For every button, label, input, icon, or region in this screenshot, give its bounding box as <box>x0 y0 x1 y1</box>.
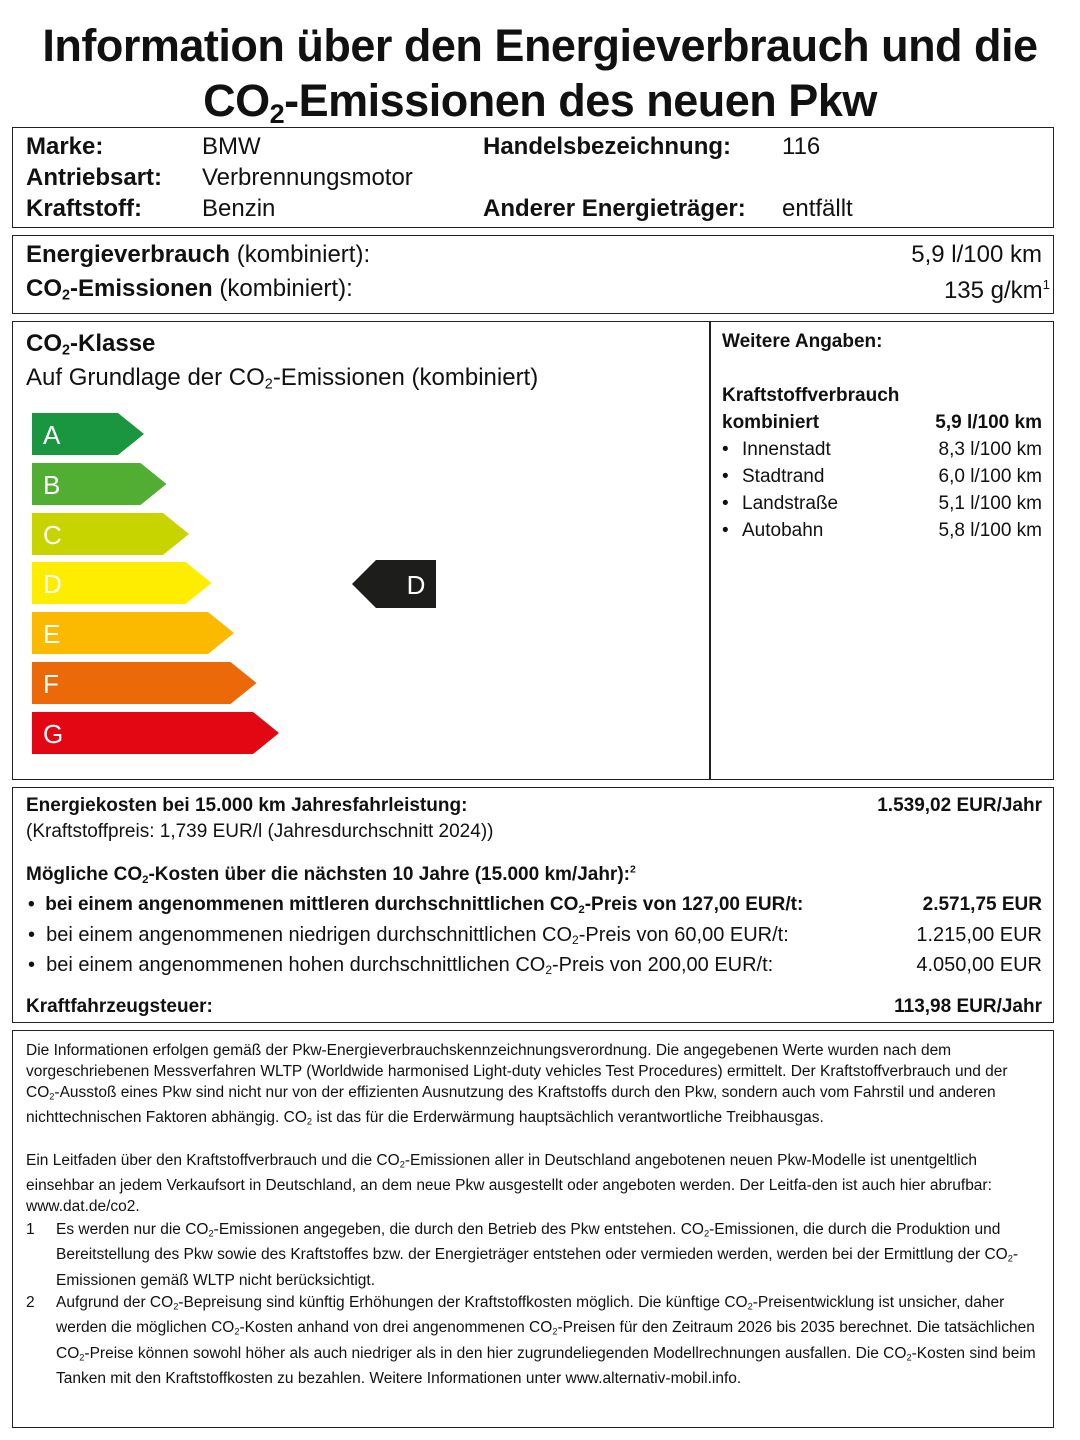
class-arrow-d <box>32 562 212 604</box>
class-arrow-b <box>32 463 167 505</box>
co2-scenario-label: • bei einem angenommenen hohen durchschnittlichen $CO_2$-Preis von 200,00 EUR/t: <box>28 954 774 977</box>
bullet-icon: • <box>722 439 729 460</box>
energy-consumption-value: 5,9 l/100 km <box>911 241 1042 268</box>
anderer-label: Anderer Energieträger: <box>483 195 746 222</box>
page-title <box>0 18 1080 142</box>
class-letter-g: G <box>43 718 64 749</box>
handel-label: Handelsbezeichnung: <box>483 133 732 160</box>
details-heading: Weitere Angaben: <box>722 331 883 352</box>
energy-costs-label: Energiekosten bei 15.000 km Jahresfahrleistung: <box>26 795 468 816</box>
detail-item-value: 6,0 l/100 km <box>938 466 1042 487</box>
detail-item-label: Stadtrand <box>742 466 825 487</box>
footnote-1-text: Es werden nur die $CO_2$-Emissionen angegeben, die durch den Betrieb des Pkw entstehen. $CO_2$-Emissionen, die durch die Produktion und Bereitstellung des Pkw sowie des Kraftstoffes bzw. der Energieträger entstehen oder vermieden werden, werden bei der Ermittlung der $CO_2$-Emissionen gemäß WLTP nicht berücksichtigt. <box>56 1221 1019 1289</box>
bullet-icon: • <box>722 493 729 514</box>
title-line-2: $CO_2$-Emissionen des neuen Pkw <box>203 75 877 129</box>
footnote-2-text: Aufgrund der $CO_2$-Bepreisung sind künftig Erhöhungen der Kraftstoffkosten möglich. Die künftige $CO_2$-Preisentwicklung ist unsicher, daher werden die möglichen $CO_2$-Kosten anhand von drei angenommenen $CO_2$-Preisen für den Zeitraum 2026 bis 2035 berechnet. Die tatsächlichen $CO_2$-Preise können sowohl höher als auch niedriger als in den hier zugrundeliegenden Modellrechnungen ausfallen. Die $CO_2$-Kosten sind beim Tanken mit den Kraftstoffkosten zu bezahlen. Weitere Informationen unter www.alternativ-mobil.info. <box>56 1294 1036 1387</box>
footnote-2-number: 2 <box>26 1294 35 1311</box>
column-divider <box>709 321 711 780</box>
bullet-icon: • <box>722 520 729 541</box>
co2-class-subtitle: Auf Grundlage der $CO_2$-Emissionen (kombiniert) <box>26 364 539 393</box>
co2-scenario-value: 4.050,00 EUR <box>916 954 1042 976</box>
fuel-heading: Kraftstoffverbrauch <box>722 385 900 406</box>
detail-item-value: 5,1 l/100 km <box>938 493 1042 514</box>
detail-item-label: Autobahn <box>742 520 824 541</box>
energy-consumption-label: Energieverbrauch (kombiniert): <box>26 241 371 268</box>
fuel-price-note: (Kraftstoffpreis: 1,739 EUR/l (Jahresdurchschnitt 2024)) <box>26 821 494 842</box>
co2-costs-heading: Mögliche $CO_2$-Kosten über die nächsten 10 Jahre (15.000 km/Jahr):$^2$ <box>26 864 636 886</box>
tax-value: 113,98 EUR/Jahr <box>894 996 1042 1017</box>
class-letter-c: C <box>43 519 62 550</box>
detail-item-label: Landstraße <box>742 493 839 514</box>
antrieb-value: Verbrennungsmotor <box>202 164 413 191</box>
marke-value: BMW <box>202 133 261 160</box>
class-arrow-e <box>32 612 234 654</box>
class-letter-d: D <box>43 569 62 600</box>
footnote-1-number: 1 <box>26 1221 35 1238</box>
co2-emissions-value: 135 $g/km^1$ <box>943 277 1050 305</box>
anderer-value: entfällt <box>782 195 853 222</box>
co2-scenario-label: • bei einem angenommenen mittleren durchschnittlichen $CO_2$-Preis von 127,00 EUR/t: <box>28 894 804 916</box>
tax-label: Kraftfahrzeugsteuer: <box>26 996 213 1017</box>
combined-value: 5,9 l/100 km <box>935 412 1042 433</box>
handel-value: 116 <box>782 133 821 160</box>
footer-paragraph-2: Ein Leitfaden über den Kraftstoffverbrauch und die $CO_2$-Emissionen aller in Deutschland angebotenen neuen Pkw-Modelle ist unentgeltlich einsehbar an jedem Verkaufsort in Deutschland, an dem neue Pkw ausgestellt oder angeboten werden. Der Leitfa-den ist auch hier abrufbar: www.dat.de/co2. <box>26 1152 992 1216</box>
co2-scenario-value: 1.215,00 EUR <box>916 924 1042 946</box>
class-letter-b: B <box>43 469 61 500</box>
marke-label: Marke: <box>26 133 104 160</box>
kraftstoff-value: Benzin <box>202 195 276 222</box>
class-arrow-a <box>32 413 144 455</box>
co2-class-heading: $CO_2$-Klasse <box>26 330 156 359</box>
title-line-1: Information über den Energieverbrauch und die <box>42 20 1038 71</box>
antrieb-label: Antriebsart: <box>26 164 163 191</box>
bullet-icon: • <box>28 924 47 946</box>
class-arrow-c <box>32 513 189 555</box>
bullet-icon: • <box>28 894 46 915</box>
class-arrow-f <box>32 662 257 704</box>
class-letter-f: F <box>43 669 59 699</box>
class-letter-a: A <box>43 420 61 450</box>
current-class-marker <box>352 560 436 608</box>
co2-scenario-value: 2.571,75 EUR <box>922 894 1042 915</box>
co2-scenario-label: • bei einem angenommenen niedrigen durchschnittlichen $CO_2$-Preis von 60,00 EUR/t: <box>28 924 789 947</box>
co2-emissions-label: $CO_2$-Emissionen (kombiniert): <box>26 275 353 304</box>
class-letter-e: E <box>43 619 61 650</box>
detail-item-label: Innenstadt <box>742 439 831 460</box>
detail-item-value: 8,3 l/100 km <box>938 439 1042 460</box>
kraftstoff-label: Kraftstoff: <box>26 195 142 222</box>
bullet-icon: • <box>28 954 47 976</box>
current-class-letter: D <box>406 570 426 600</box>
detail-item-value: 5,8 l/100 km <box>938 520 1042 541</box>
energy-costs-value: 1.539,02 EUR/Jahr <box>877 795 1042 816</box>
class-arrow-g <box>32 712 279 754</box>
bullet-icon: • <box>722 466 729 487</box>
footer-paragraph-1: Die Informationen erfolgen gemäß der Pkw-Energieverbrauchskennzeichnungsverordnung. Die angegebenen Werte wurden nach dem vorgeschriebenen Messverfahren WLTP (Worldwide harmonised Light-duty vehicles Test Procedures) ermittelt. Der Kraftstoffverbrauch und der $CO_2$-Ausstoß eines Pkw sind nicht nur von der effizienten Ausnutzung des Kraftstoffs durch den Pkw, sondern auch vom Fahrstil und anderen nichttechnischen Faktoren abhängig. $CO_2$ ist das für die Erderwärmung hauptsächlich verantwortliche Treibhausgas. <box>26 1042 1008 1127</box>
combined-label: kombiniert <box>722 412 820 433</box>
